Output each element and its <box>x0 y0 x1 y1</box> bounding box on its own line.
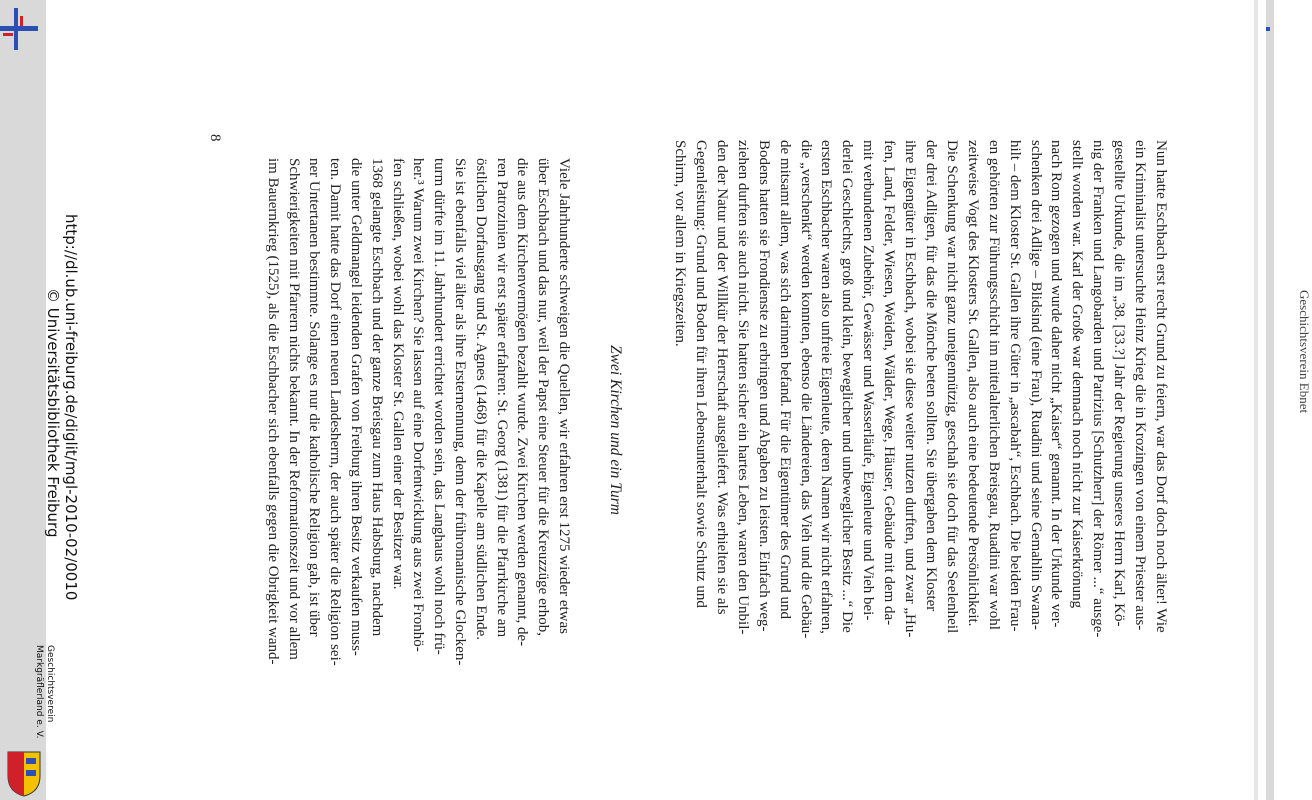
text-line: der drei Adligen, für das die Mönche beten sollten. Sie übergaben dem Kloster <box>923 140 940 612</box>
text-line: Nun hatte Eschbach erst recht Grund zu feiern, war das Dorf doch noch älter! Wie <box>1153 140 1169 633</box>
coat-of-arms-icon <box>4 748 44 798</box>
text-line: die aus dem Kirchenvermögen bezahlt wurde. Zwei Kirchen werden genannt, de- <box>514 158 531 647</box>
text-line: im Bauernkrieg (1525), als die Eschbacher sich ebenfalls gegen die Obrigkeit wand- <box>264 158 281 665</box>
text-line: 1368 gelangte Eschbach und der ganze Breisgau zum Haus Habsburg, nachdem <box>368 158 385 637</box>
text-line: Sie ist ebenfalls viel älter als ihre Ersternennung, denn der frühromanische Glocken- <box>452 158 469 666</box>
text-line: den der Natur und der Willkür der Herrschaft ausgeliefert. Was erhielten sie als <box>713 140 730 615</box>
footer-copyright: © Universitätsbibliothek Freiburg <box>44 288 62 538</box>
section-heading: Zwei Kirchen und ein Turm <box>607 345 624 515</box>
society-name <box>33 645 55 738</box>
page-header-fragment: Geschichtsverein Ebnet <box>1297 290 1312 414</box>
text-line: her.³ Warum zwei Kirchen? Sie lassen auf eine Dorfentwicklung aus zwei Fronhö- <box>410 158 427 652</box>
text-line: über Eschbach und das nur, weil der Papst eine Steuer für die Kreuzzüge erhob, <box>535 158 552 636</box>
paragraph-2 <box>262 158 574 738</box>
footer-url[interactable]: http://dl.ub.uni-freiburg.de/diglit/mgl-2010-02/0010 <box>62 214 80 601</box>
text-line: die „verschenkt“ werden konnten, ebenso die Ländereien, das Vieh und die Gebäu- <box>797 140 814 639</box>
paragraph-1 <box>669 140 1171 660</box>
text-line: Viele Jahrhunderte schweigen die Quellen, wir erfahren erst 1275 wieder etwas <box>556 158 572 634</box>
text-line: Schwierigkeiten mit Pfarrern nichts bekannt. In der Reformationszeit und vor allem <box>285 158 302 660</box>
text-line: Schirm, vor allem in Kriegszeiten. <box>672 140 689 347</box>
page-number: 8 <box>207 134 223 142</box>
text-line: hilt – dem Kloster St. Gallen ihre Güter in „ascabah“, Eschbach. Die beiden Frau- <box>1006 140 1023 632</box>
text-line: fen schließen, wobei wohl das Kloster St. Gallen einer der Besitzer war. <box>389 158 406 590</box>
text-line: ein Kriminalist untersuchte Heinz Krieg die in Krozingen von einem Priester aus- <box>1132 140 1149 631</box>
text-line: turm dürfte im 11. Jahrhundert errichtet worden sein, das Langhaus wohl noch frü- <box>431 158 448 655</box>
right-margin-strip <box>1266 0 1274 800</box>
text-line: gestellte Urkunde, die im „38. [33.?] Jahr der Regierung unseres Herrn Karl, Kö- <box>1111 140 1128 627</box>
text-line: ihre Eigengüter in Eschbach, wobei sie diese weiter nutzen durften, und zwar „Hu- <box>902 140 919 638</box>
library-logo-icon <box>0 8 38 50</box>
text-line: de mitsamt allem, was sich darinnen befand. Für die Eigentümer des Grund und <box>776 140 793 620</box>
text-line: ziehen durften sie auch nicht. Sie hatten sicher ein hartes Leben, waren den Unbil- <box>734 140 751 635</box>
text-line: ren Patrozinien wir erst später erfahren: St. Georg (1381) für die Pfarrkirche am <box>493 158 510 638</box>
text-line: ersten Eschbacher waren also unfreie Eigenleute, deren Namen wir nicht erfahren, <box>818 140 835 634</box>
text-line: die unter Geldmangel leidenden Grafen von Freiburg ihren Besitz verkaufen muss- <box>348 158 365 656</box>
text-line: Gegenleistung: Grund und Boden für ihren Lebensunterhalt sowie Schutz und <box>693 140 710 608</box>
society-line-2: Markgräflerland e. V. <box>34 645 44 739</box>
text-line: Die Schenkung war nicht ganz uneigennützig, geschah sie doch für das Seelenheil <box>943 140 960 634</box>
text-line: Bodens hatten sie Frondienste zu erbringen und Abgaben zu leisten. Einfach weg- <box>755 140 772 632</box>
text-line: ner Untertanen bestimmte. Solange es nur die katholische Religion gab, ist über <box>306 158 323 637</box>
text-line: nig der Franken und Langobarden und Patrizius [Schutzherr] der Römer ...“ ausge- <box>1090 140 1107 638</box>
text-line: fen, Land, Felder, Wiesen, Weiden, Wälder, Wege, Häuser, Gebäude mit dem da- <box>881 140 898 626</box>
text-line: en gehörten zur Führungsschicht im mittelalterlichen Breisgau, Ruadini war wohl <box>985 140 1002 630</box>
text-line: stellt worden war. Karl der Große war demnach noch nicht zur Kaiserkrönung <box>1069 140 1086 609</box>
text-line: ten. Damit hatte das Dorf einen neuen Landesherrn, der auch später die Religion sei- <box>327 158 344 666</box>
text-line: schenken drei Adlige – Blidsind (eine Frau), Ruadini und seine Gemahlin Swana- <box>1027 140 1044 630</box>
text-line: zeitweise Vogt des Klosters St. Gallen, also auch eine bedeutende Persönlichkeit. <box>964 140 981 627</box>
text-line: nach Rom gezogen und wurde daher nicht „Kaiser“ genannt. In der Urkunde ver- <box>1048 140 1065 628</box>
text-line: derlei Geschlechts, groß und klein, beweglicher und unbeweglicher Besitz ...“ Die <box>839 140 856 633</box>
society-line-1: Geschichtsverein <box>45 645 55 723</box>
scanned-page <box>34 0 1312 800</box>
page-edge-shadow <box>1254 0 1258 800</box>
text-line: östlichen Dorfausgang und St. Agnes (1468) für die Kapelle am südlichen Ende. <box>472 158 489 640</box>
text-line: mit verbundenen Zubehör, Gewässer und Wasserläufe, Eigenleute und Vieh bei- <box>860 140 877 621</box>
